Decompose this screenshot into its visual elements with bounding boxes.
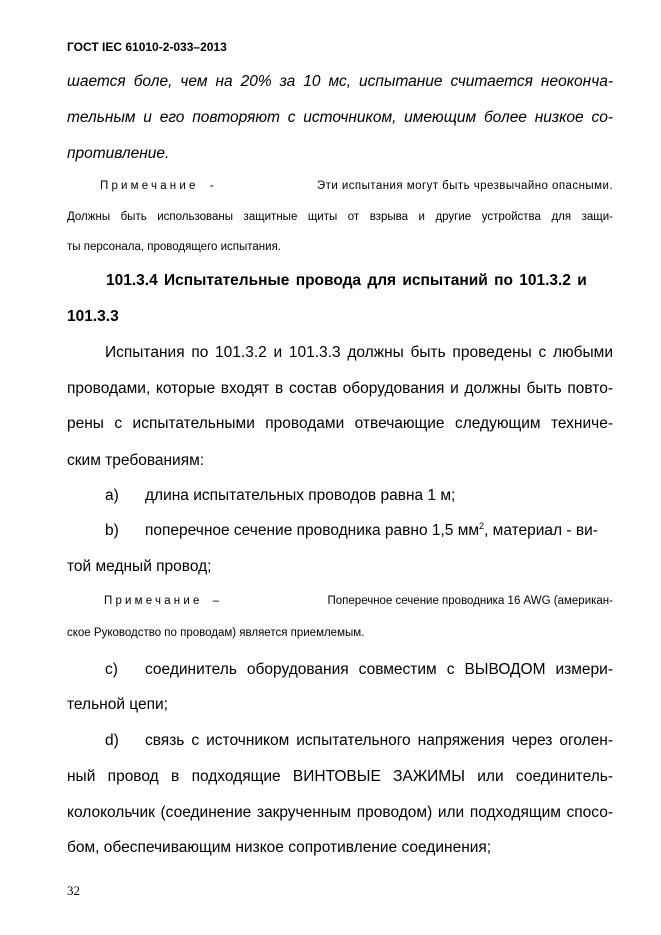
- section-title: 101.3.4 Испытательные провода для испытаний по 101.3.2 и: [106, 272, 587, 289]
- item-c-continuation: тельной цепи;: [67, 696, 168, 713]
- item-b-continuation: той медный провод;: [67, 558, 212, 575]
- item-d-line-3: колокольчик (соединение закрученным проводом) или подходящим спосо-: [67, 804, 613, 821]
- item-a-letter: а): [105, 487, 119, 504]
- paragraph-line-2: проводами, которые входят в состав оборудования и должны быть повто-: [67, 380, 613, 397]
- note-dash: -: [209, 180, 214, 192]
- item-b-text: [145, 521, 613, 541]
- item-c-letter: c): [105, 661, 118, 678]
- document-header: ГОСТ IEC 61010-2-033–2013: [67, 40, 227, 54]
- paragraph-line-3: рены с испытательными проводами отвечающие следующим техниче-: [67, 415, 613, 432]
- intro-line-2: тельным и его повторяют с источником, имеющим более низкое со-: [67, 109, 613, 126]
- note-label: Примечание: [104, 595, 203, 607]
- item-c-text: соединитель оборудования совместим с ВЫВОДОМ измери-: [145, 661, 613, 678]
- note-label: Примечание: [100, 180, 199, 192]
- item-b-superscript: 2: [479, 521, 485, 531]
- note-1-line-2: Должны быть использованы защитные щиты от взрыва и другие устройства для защи-: [67, 211, 613, 223]
- note-2-line-2: ское Руководство по проводам) является приемлемым.: [67, 627, 365, 639]
- paragraph-line-4: ским требованиям:: [67, 452, 205, 469]
- section-title-cont: 101.3.3: [67, 308, 119, 325]
- note-1-text: Эти испытания могут быть чрезвычайно опасными.: [316, 180, 613, 192]
- paragraph-line-1: Испытания по 101.3.2 и 101.3.3 должны быть проведены с любыми: [105, 344, 613, 361]
- item-b-letter: b): [105, 522, 119, 539]
- item-d-letter: d): [105, 732, 119, 749]
- note-1-line-3: ты персонала, проводящего испытания.: [67, 241, 282, 253]
- note-dash: –: [212, 595, 219, 607]
- note-2-first-line: [104, 593, 613, 609]
- note-2-text: Поперечное сечение проводника 16 AWG (американ-: [327, 595, 613, 607]
- item-d-line-2: ный провод в подходящие ВИНТОВЫЕ ЗАЖИМЫ или соединитель-: [67, 768, 613, 785]
- note-1-first-line: [100, 178, 613, 194]
- intro-line-1: шается боле, чем на 20% за 10 мс, испытание считается неоконча-: [67, 73, 613, 90]
- item-b-text-pre: поперечное сечение проводника равно 1,5 мм: [145, 522, 480, 539]
- page-number: 32: [67, 883, 80, 898]
- item-a-text: длина испытательных проводов равна 1 м;: [145, 487, 456, 504]
- intro-line-3: противление.: [67, 145, 170, 162]
- item-d-line-4: бом, обеспечивающим низкое сопротивление соединения;: [67, 839, 492, 856]
- item-b-text-post: , материал - ви-: [484, 522, 598, 539]
- item-d-text: связь с источником испытательного напряжения через оголен-: [145, 732, 613, 749]
